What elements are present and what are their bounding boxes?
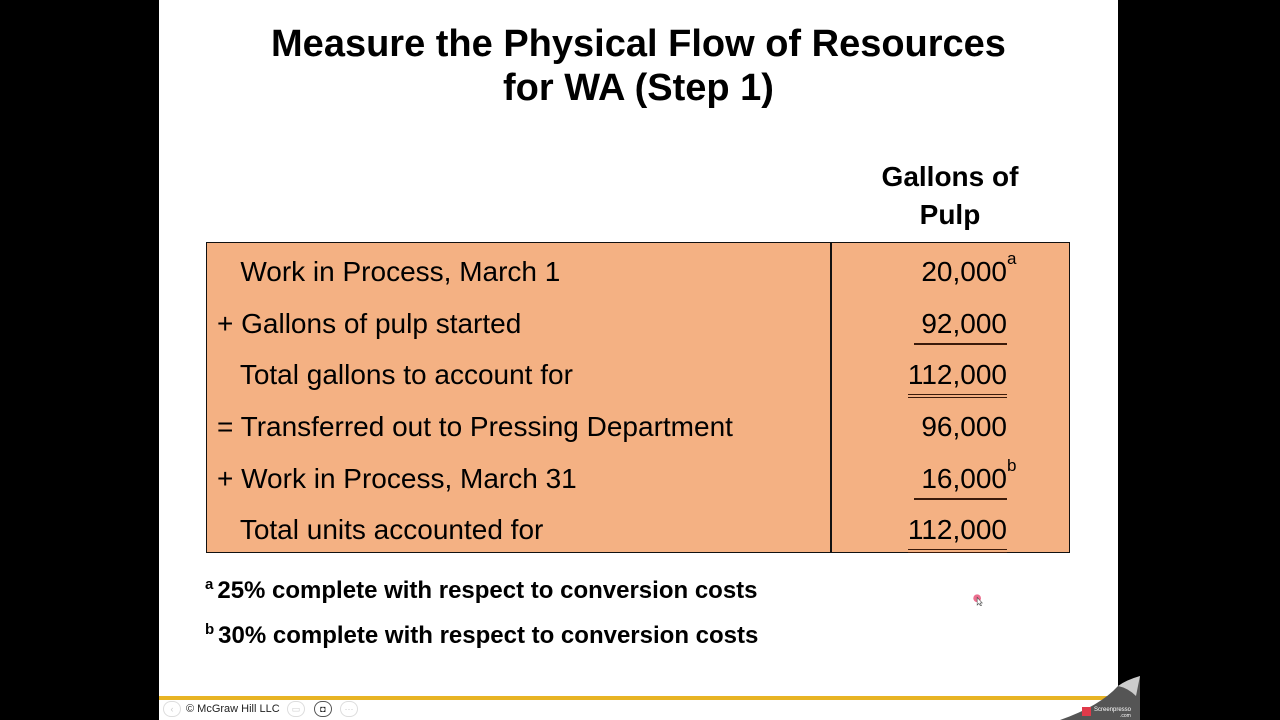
row-label: Total units accounted for — [217, 514, 544, 545]
chevron-left-icon: ‹ — [170, 704, 174, 714]
footnote-a — [205, 570, 758, 606]
row-label: = Transferred out to Pressing Department — [217, 411, 733, 442]
footnote-b — [205, 615, 758, 651]
row-value: 20,000 a — [921, 249, 1017, 287]
row-label: Work in Process, March 1 — [217, 256, 561, 287]
table-row — [207, 350, 1069, 402]
title-line-2: for WA (Step 1) — [503, 67, 774, 109]
row-value: 112,000 — [908, 511, 1007, 553]
table-row — [207, 402, 1069, 454]
table-row — [207, 505, 1069, 557]
column-header — [849, 158, 1051, 234]
row-value: 92,000 — [914, 305, 1007, 345]
more-icon: ⋯ — [344, 704, 354, 714]
screenpresso-watermark-icon — [1060, 676, 1140, 720]
slide — [159, 0, 1118, 720]
camera-button[interactable] — [314, 701, 332, 717]
table-row — [207, 454, 1069, 506]
svg-text:.com: .com — [1120, 713, 1131, 719]
row-label: + Work in Process, March 31 — [217, 463, 577, 494]
more-button[interactable] — [340, 701, 358, 717]
superscript-marker: a — [1007, 249, 1017, 268]
title-line-1: Measure the Physical Flow of Resources — [271, 23, 1006, 65]
mouse-cursor-icon — [972, 594, 984, 606]
footnote-marker: a — [205, 576, 214, 593]
footnote-text: 30% complete with respect to conversion costs — [218, 622, 759, 649]
row-value: 112,000 — [908, 356, 1007, 398]
previous-button[interactable] — [163, 701, 181, 717]
video-camera-icon: ◘ — [320, 704, 326, 714]
column-header-line-2: Pulp — [919, 199, 981, 230]
row-value: 16,000 b — [914, 460, 1007, 500]
row-label: Total gallons to account for — [217, 359, 573, 390]
footnote-marker: b — [205, 621, 215, 638]
table-row — [207, 299, 1069, 351]
superscript-marker: b — [1007, 456, 1017, 475]
slide-title — [159, 22, 1118, 110]
subtitles-button[interactable] — [287, 701, 305, 717]
row-value: 96,000 — [921, 411, 1007, 442]
subtitles-icon: ▭ — [291, 704, 301, 714]
footnote-text: 25% complete with respect to conversion costs — [217, 577, 758, 604]
svg-text:Screenpresso: Screenpresso — [1094, 707, 1132, 713]
slide-footer — [159, 700, 459, 720]
row-label: + Gallons of pulp started — [217, 308, 522, 339]
table-row — [207, 247, 1069, 299]
physical-flow-table — [206, 242, 1070, 553]
column-header-line-1: Gallons of — [881, 161, 1019, 192]
copyright-text: © McGraw Hill LLC — [186, 703, 280, 715]
